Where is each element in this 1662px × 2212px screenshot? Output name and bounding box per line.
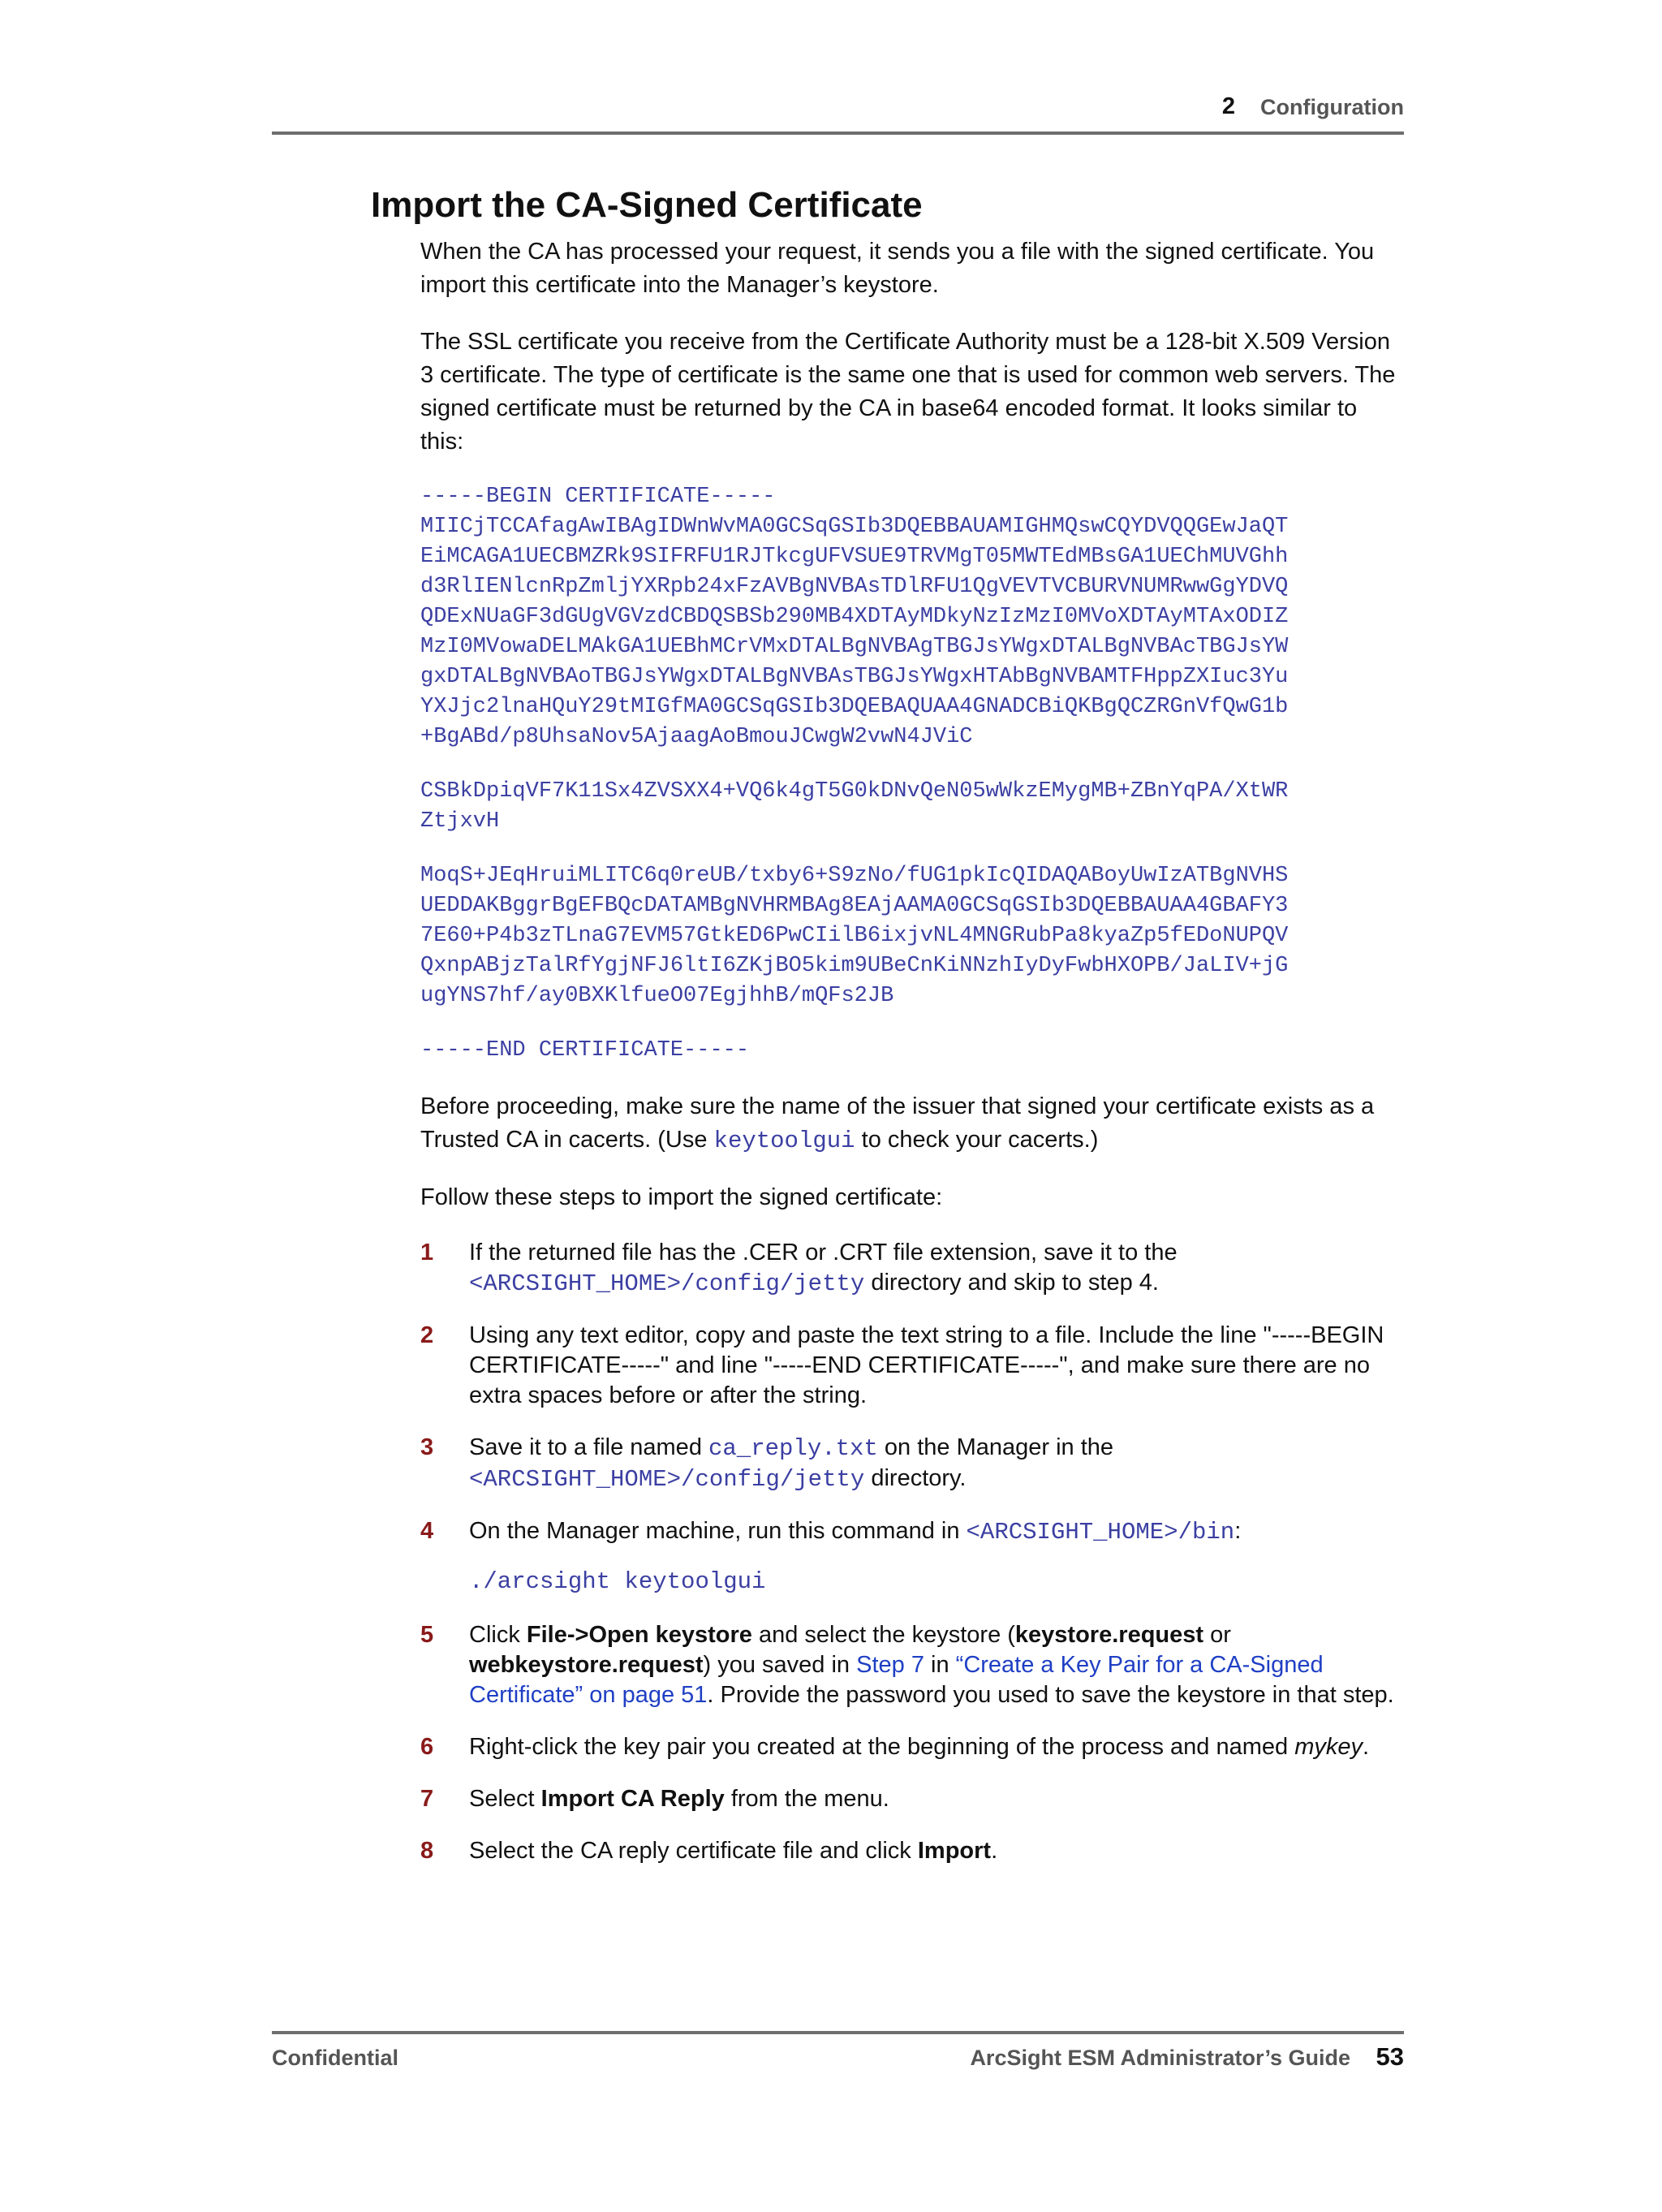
- page-number: 53: [1376, 2042, 1404, 2071]
- certificate-block-2: CSBkDpiqVF7K11Sx4ZVSXX4+VQ6k4gT5G0kDNvQeN05wWkzEMygMB+ZBnYqPA/XtWR ZtjxvH: [420, 779, 1289, 834]
- filename-code: ca_reply.txt: [708, 1435, 878, 1462]
- keytoolgui-code: keytoolgui: [713, 1128, 855, 1154]
- step-number: 2: [420, 1322, 434, 1348]
- step-number: 5: [420, 1622, 434, 1648]
- path-code: <ARCSIGHT_HOME>/config/jetty: [469, 1466, 865, 1493]
- intro-paragraph: When the CA has processed your request, it sends you a file with the signed certificate. You import this certificate into the Manager’s keystore.: [420, 239, 1375, 298]
- chapter-number: 2: [1221, 93, 1235, 119]
- step-2: 2 Using any text editor, copy and paste the text string to a file. Include the line "-----BEGIN CERTIFICATE-----" and line "-----END CERTIFICATE-----", and make sure there are no extra spaces before or after the string.: [420, 1322, 1384, 1408]
- before-paragraph: Before proceeding, make sure the name of the issuer that signed your certificate exists as a Trusted CA in cacerts. (Use keytoolgui to check your cacerts.): [420, 1093, 1375, 1154]
- footer-confidential: Confidential: [272, 2046, 398, 2070]
- ssl-paragraph: The SSL certificate you receive from the Certificate Authority must be a 128-bit X.509 Version 3 certificate. The type of certificate is the same one that is used for common web servers. The signed certificate must be returned by the CA in base64 encoded format. It looks similar to this:: [420, 329, 1396, 455]
- step-4: 4 On the Manager machine, run this command in <ARCSIGHT_HOME>/bin:: [420, 1518, 1242, 1546]
- step-number: 6: [420, 1734, 434, 1760]
- keystore-name: keystore.request: [1014, 1622, 1204, 1648]
- footer-guide-title: ArcSight ESM Administrator’s Guide: [970, 2046, 1350, 2070]
- follow-paragraph: Follow these steps to import the signed certificate:: [420, 1184, 943, 1210]
- step-5: 5 Click File->Open keystore and select the keystore (keystore.request or webkeystore.request) you saved in Step 7 in “Create a Key Pair for a CA-Signed Certificate” on page 51. Provide the password you used to save the keystore in that step.: [420, 1622, 1394, 1708]
- step-number: 3: [420, 1434, 434, 1460]
- step-6: 6 Right-click the key pair you created at the beginning of the process and named mykey.: [420, 1732, 1406, 1762]
- certificate-block-3: MoqS+JEqHruiMLITC6q0reUB/txby6+S9zNo/fUG1pkIcQIDAQABoyUwIzATBgNVHS UEDDAKBggrBgEFBQcDATAMBgNVHRMBAg8EAjAAMA0GCSqGSIb3DQEBBAUAA4GBAFY3 7E60+P4b3zTLnaG7EVM57GtkED6PwCIilB6ixjvNL4MNGRubPa8kyaZp5fEDoNUPQV QxnpABjzTalRfYgjNFJ6ltI6ZKjBO5kim9UBeCnKiNNzhIyDyFwbHXOPB/JaLIV+jG ugYNS7hf/ay0BXKlfueO07EgjhhB/mQFs2JB: [420, 864, 1289, 1008]
- path-code: <ARCSIGHT_HOME>/config/jetty: [469, 1270, 865, 1297]
- step-number: 8: [420, 1838, 434, 1864]
- step-number: 1: [420, 1240, 434, 1266]
- step-number: 4: [420, 1518, 434, 1544]
- certificate-block-1: -----BEGIN CERTIFICATE----- MIICjTCCAfagAwIBAgIDWnWvMA0GCSqGSIb3DQEBBAUAMIGHMQswCQYDVQQGEwJaQT EiMCAGA1UECBMZRk9SIFRFU1RJTkcgUFVSUE9TRVMgT05MWTEdMBsGA1UEChMUVGhh d3RlIENlcnRpZmljYXRpb24xFzAVBgNVBAsTDlRFU1QgVEVTVCBURVNUMRwwGgYDVQ QDExNUaGF3dGUgVGVzdCBDQSBSb290MB4XDTAyMDkyNzIzMzI0MVoXDTAyMTAxODIZ MzI0MVowaDELMAkGA1UEBhMCrVMxDTALBgNVBAgTBGJsYWgxDTALBgNVBAcTBGJsYW gxDTALBgNVBAoTBGJsYWgxDTALBgNVBAsTBGJsYWgxHTAbBgNVBAMTFHppZXIuc3Yu YXJjc2lnaHQuY29tMIGfMA0GCSqGSIb3DQEBAQUAA4GNADCBiQKBgQCZRGnVfQwG1b +BgABd/p8UhsaNov5AjaagAoBmouJCwgW2vwN4JViC: [420, 485, 1289, 749]
- page-footer: [272, 2031, 1404, 2083]
- command-line: ./arcsight keytoolgui: [469, 1568, 766, 1595]
- create-key-pair-link[interactable]: “Create a Key Pair for a CA-Signed Certificate” on page 51: [469, 1652, 1324, 1708]
- step-7: 7 Select Import CA Reply from the menu.: [420, 1784, 1406, 1814]
- page-header: [272, 91, 1404, 135]
- step-7-link[interactable]: Step 7: [856, 1652, 924, 1678]
- step-number: 7: [420, 1786, 434, 1812]
- step-1: 1 If the returned file has the .CER or .CRT file extension, save it to the <ARCSIGHT_HOME>/config/jetty directory and skip to step 4.: [420, 1240, 1178, 1297]
- menu-command: File->Open keystore: [526, 1622, 752, 1648]
- menu-item: Import CA Reply: [540, 1786, 725, 1812]
- chapter-title: Configuration: [1260, 95, 1404, 119]
- path-code: <ARCSIGHT_HOME>/bin: [966, 1519, 1235, 1546]
- section-title: Import the CA-Signed Certificate: [371, 185, 923, 225]
- button-name: Import: [917, 1838, 992, 1864]
- page-content: [420, 235, 1406, 1888]
- key-name: mykey: [1294, 1734, 1363, 1760]
- step-8: 8 Select the CA reply certificate file and click Import.: [420, 1836, 1406, 1866]
- webkeystore-name: webkeystore.request: [469, 1652, 704, 1678]
- certificate-end: -----END CERTIFICATE-----: [420, 1038, 750, 1063]
- steps-list: [420, 1238, 1406, 1866]
- step-3: 3 Save it to a file named ca_reply.txt on the Manager in the <ARCSIGHT_HOME>/config/jetty directory.: [420, 1434, 1114, 1493]
